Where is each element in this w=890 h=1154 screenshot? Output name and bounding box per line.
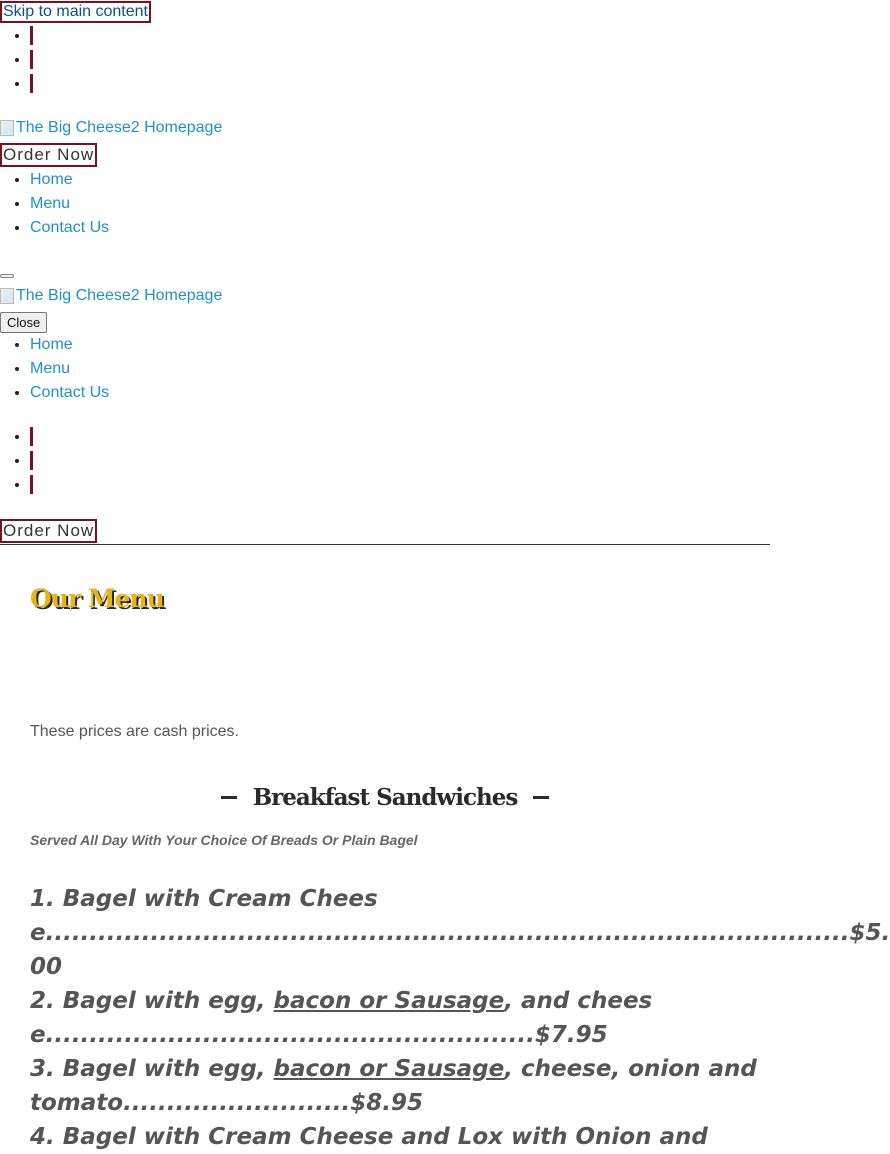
instagram-icon[interactable]	[30, 451, 33, 470]
social-item	[30, 449, 33, 473]
social-links-mobile	[0, 425, 33, 497]
nav-item-home	[30, 333, 109, 357]
mobile-order-now-button[interactable]: Order Now	[0, 519, 97, 543]
nav-item-contact	[30, 216, 109, 240]
nav-link-menu[interactable]: Menu	[30, 195, 71, 212]
social-item	[30, 425, 33, 449]
header-divider	[0, 544, 770, 545]
menu-item-list	[30, 882, 890, 1154]
nav-item-menu	[30, 357, 109, 381]
cash-prices-note: These prices are cash prices.	[30, 723, 239, 740]
mobile-logo-link[interactable]	[0, 287, 222, 305]
nav-item-contact	[30, 381, 109, 405]
close-menu-button[interactable]: Close	[0, 312, 47, 333]
menu-item: 1. Bagel with Cream Cheese............................................................................................$5.00	[30, 886, 890, 980]
site-logo-link[interactable]	[0, 119, 222, 137]
nav-link-home[interactable]: Home	[30, 171, 73, 188]
section-title: Breakfast Sandwiches	[252, 784, 518, 811]
skip-to-main-link[interactable]: Skip to main content	[0, 1, 151, 23]
logo-alt-text: The Big Cheese2 Homepage	[16, 287, 223, 304]
logo-image-icon	[0, 288, 14, 304]
twitter-icon[interactable]	[30, 475, 33, 494]
social-item	[30, 72, 33, 96]
twitter-icon[interactable]	[30, 74, 33, 93]
social-item	[30, 473, 33, 497]
logo-image-icon	[0, 120, 14, 136]
mobile-nav-link-menu[interactable]: Menu	[30, 360, 71, 377]
facebook-icon[interactable]	[30, 427, 33, 446]
menu-item-link[interactable]: bacon or Sausage	[273, 988, 505, 1014]
menu-item-link[interactable]: bacon or Sausage	[273, 1056, 505, 1082]
facebook-icon[interactable]	[30, 26, 33, 45]
heading-dash-left	[221, 796, 237, 799]
menu-item: 3. Bagel with egg, bacon or Sausage, cheese, onion and tomato..........................$8.95	[30, 1056, 757, 1116]
nav-link-contact[interactable]: Contact Us	[30, 219, 110, 236]
page-title: Our Menu	[30, 584, 164, 613]
order-now-button[interactable]: Order Now	[0, 143, 97, 167]
menu-toggle-button[interactable]	[0, 274, 14, 278]
logo-alt-text: The Big Cheese2 Homepage	[16, 119, 223, 136]
social-links-top	[0, 24, 33, 96]
mobile-navigation	[0, 333, 109, 405]
nav-item-menu	[30, 192, 109, 216]
heading-dash-right	[533, 796, 549, 799]
mobile-nav-link-home[interactable]: Home	[30, 336, 73, 353]
menu-item: 4. Bagel with Cream Cheese and Lox with Onion and	[30, 1124, 708, 1150]
section-heading	[0, 784, 770, 811]
social-item	[30, 24, 33, 48]
nav-item-home	[30, 168, 109, 192]
section-subtitle: Served All Day With Your Choice Of Breads Or Plain Bagel	[30, 832, 418, 848]
main-navigation	[0, 168, 109, 240]
menu-item: 2. Bagel with egg, bacon or Sausage, and cheese........................................................$7.95	[30, 988, 653, 1048]
social-item	[30, 48, 33, 72]
mobile-nav-link-contact[interactable]: Contact Us	[30, 384, 110, 401]
instagram-icon[interactable]	[30, 50, 33, 69]
